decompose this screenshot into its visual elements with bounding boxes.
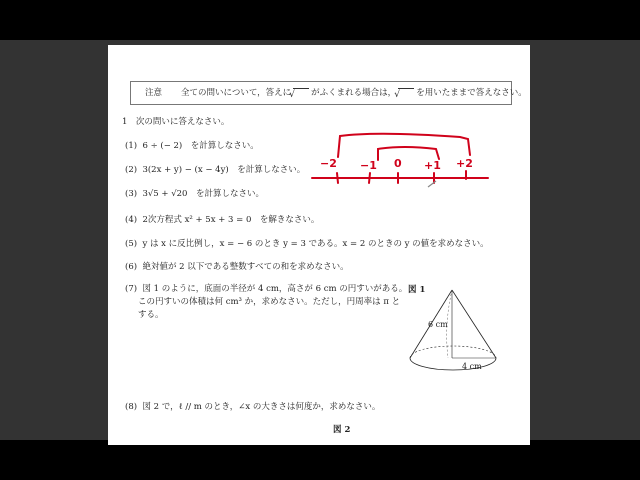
radius-label: 4 cm	[462, 362, 482, 371]
question-number: (6)	[125, 262, 138, 272]
question-text: 図 2 で，ℓ // m のとき，∠x の大きさは何度か，求めなさい。	[142, 402, 381, 412]
section-heading: 1 次の問いに答えなさい。	[122, 117, 230, 127]
label-minus-1: −1	[360, 159, 377, 172]
question-text: 3√5 + √20 を計算しなさい。	[142, 189, 264, 199]
notice-text-2: がふくまれる場合は，	[311, 88, 397, 98]
notice-text-3: を用いたままで答えなさい。	[416, 88, 527, 98]
question-number: (4)	[125, 215, 138, 225]
question-1	[125, 139, 259, 151]
label-plus-2: +2	[456, 157, 473, 170]
label-plus-1: +1	[424, 159, 441, 172]
cone-figure	[398, 285, 508, 385]
question-7-line2: この円すいの体積は何 cm³ か，求めなさい。ただし，円周率は π と	[138, 297, 401, 307]
question-6	[125, 260, 349, 272]
question-7	[125, 282, 407, 294]
question-number: (3)	[125, 189, 138, 199]
question-7-line3: する。	[138, 310, 164, 320]
question-text: 2次方程式 x² + 5x + 3 = 0 を解きなさい。	[142, 215, 320, 225]
question-text: 6 ÷ (− 2) を計算しなさい。	[142, 141, 259, 151]
exam-page	[108, 45, 530, 445]
handwritten-number-line	[308, 125, 498, 195]
question-text: y は x に反比例し，x = − 6 のとき y = 3 である。x = 2 のときの y の値を求めなさい。	[142, 239, 489, 249]
question-3	[125, 187, 264, 199]
question-number: (8)	[125, 402, 138, 412]
question-number: (5)	[125, 239, 138, 249]
notice-box	[130, 81, 527, 105]
notice-label: 注意	[145, 88, 163, 98]
sqrt-symbol	[398, 88, 414, 98]
question-2	[125, 163, 305, 175]
question-number: (1)	[125, 141, 138, 151]
question-8	[125, 400, 380, 412]
figure-1-label: 図 1	[408, 285, 426, 295]
sqrt-symbol	[293, 88, 309, 98]
question-number: (7)	[125, 284, 138, 294]
question-number: (2)	[125, 165, 138, 175]
height-label: 6 cm	[428, 320, 448, 329]
notice-text-1: 全ての問いについて，答えに	[181, 88, 292, 98]
question-5	[125, 237, 489, 249]
question-text: 3(2x + y) − (x − 4y) を計算しなさい。	[142, 165, 306, 175]
question-text: 図 1 のように，底面の半径が 4 cm，高さが 6 cm の円すいがある。	[142, 284, 408, 294]
label-minus-2: −2	[320, 157, 337, 170]
question-text: 絶対値が 2 以下である整数すべての和を求めなさい。	[142, 262, 349, 272]
label-zero: 0	[394, 157, 402, 170]
pen-cursor-icon	[428, 181, 436, 187]
notice-text	[181, 82, 527, 104]
document-viewer	[0, 40, 640, 440]
question-4	[125, 213, 319, 225]
figure-2-label: 図 2	[333, 425, 351, 435]
